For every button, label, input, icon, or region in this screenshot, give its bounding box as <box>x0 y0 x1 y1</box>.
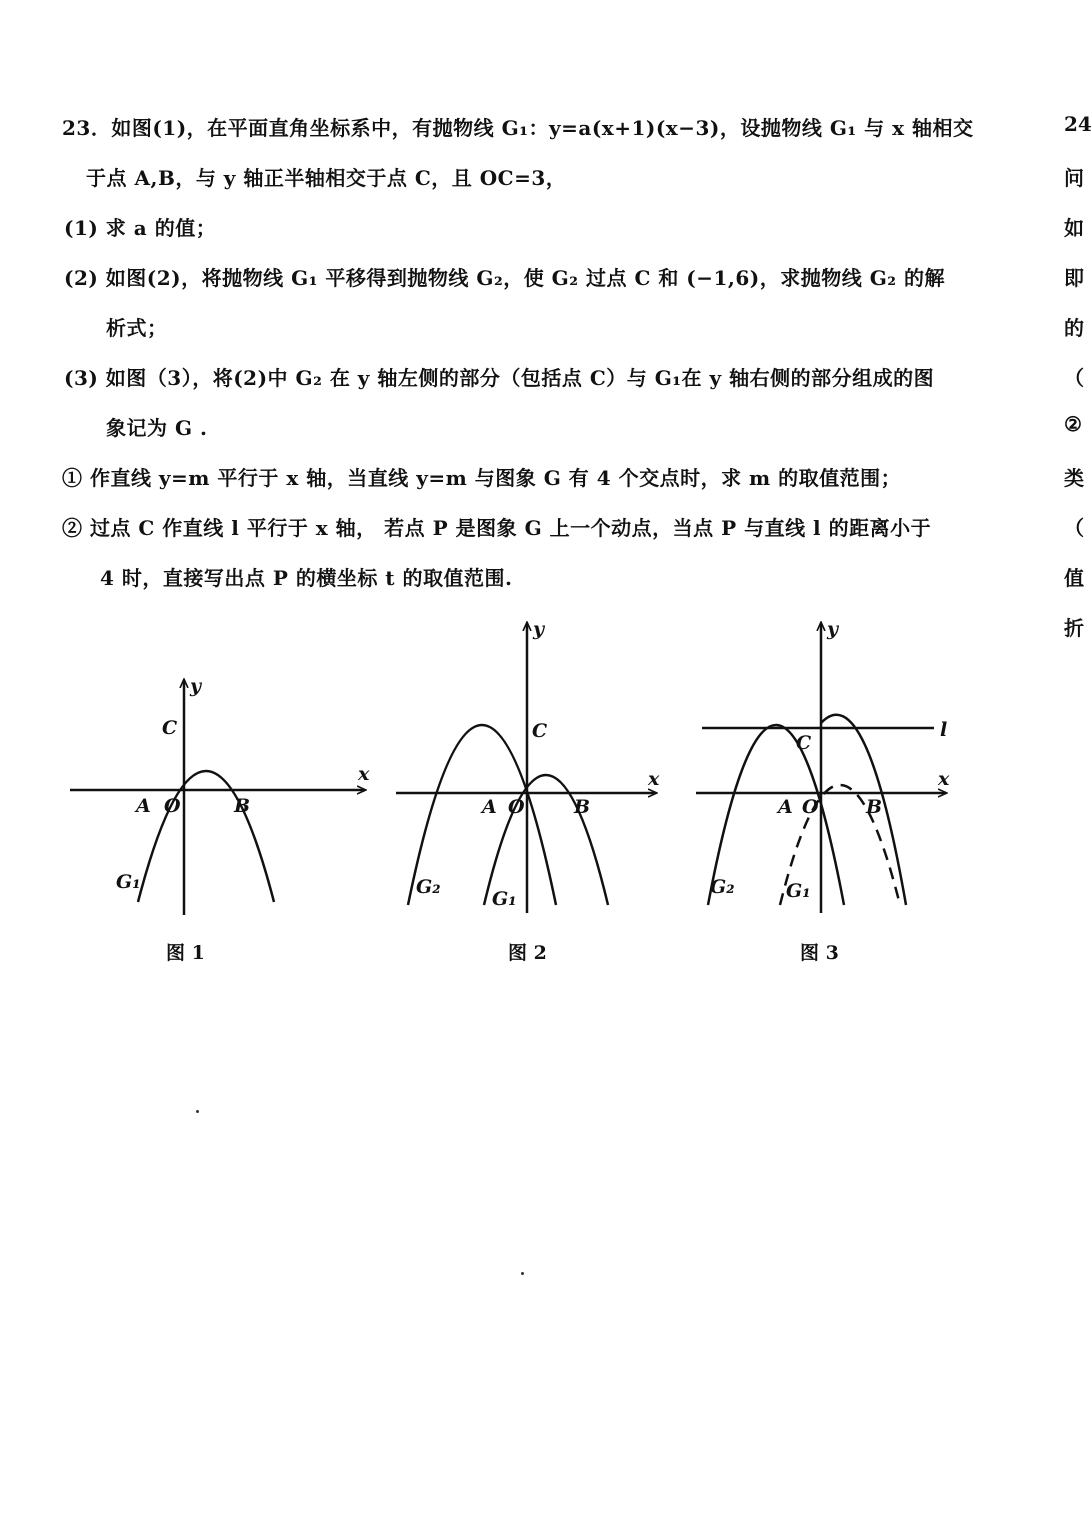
line-l-label: l <box>940 719 948 741</box>
figure-2 <box>390 615 670 925</box>
x-axis-label: x <box>358 763 370 785</box>
question-2-cont: 析式； <box>106 316 168 340</box>
question-2: (2) 如图(2)，将抛物线 G₁ 平移得到抛物线 G₂，使 G₂ 过点 C 和 (−1,6)，求抛物线 G₂ 的解 <box>64 266 946 290</box>
edge-fragment: 如 <box>1064 216 1084 240</box>
origin-label: O <box>508 796 525 818</box>
point-c-label: C <box>162 717 178 739</box>
edge-fragment: （ <box>1064 366 1084 390</box>
scan-speck <box>196 1110 199 1113</box>
question-3-part-1: ① 作直线 y=m 平行于 x 轴，当直线 y=m 与图象 G 有 4 个交点时，求 m 的取值范围； <box>62 466 902 490</box>
question-3: (3) 如图（3），将(2)中 G₂ 在 y 轴左侧的部分（包括点 C）与 G₁在 y 轴右侧的部分组成的图 <box>64 366 935 390</box>
edge-fragment: 的 <box>1064 316 1084 340</box>
problem-line-2: 于点 A,B，与 y 轴正半轴相交于点 C，且 OC=3， <box>86 166 567 190</box>
figure-3 <box>690 615 960 925</box>
point-b-label: B <box>574 796 591 818</box>
g1-label: G₁ <box>786 880 811 902</box>
problem-line-1: 23．如图(1)，在平面直角坐标系中，有抛物线 G₁：y=a(x+1)(x−3)，设抛物线 G₁ 与 x 轴相交 <box>62 116 974 140</box>
edge-fragment: 类 <box>1064 466 1084 490</box>
question-3-part-2: ② 过点 C 作直线 l 平行于 x 轴， 若点 P 是图象 G 上一个动点，当点 P 与直线 l 的距离小于 <box>62 516 932 540</box>
question-1: (1) 求 a 的值； <box>64 216 217 240</box>
scan-speck <box>521 1272 524 1275</box>
figure-3-caption: 图 3 <box>800 942 839 964</box>
g1-label: G₁ <box>492 888 517 910</box>
g2-label: G₂ <box>710 876 735 898</box>
point-c-label: C <box>532 720 548 742</box>
origin-label: O <box>164 795 181 817</box>
point-c-label: C <box>796 732 812 754</box>
y-axis-label: y <box>190 675 202 697</box>
question-3-part-2-cont: 4 时，直接写出点 P 的横坐标 t 的取值范围. <box>100 566 513 590</box>
edge-fragment: （ <box>1064 516 1084 540</box>
y-axis-label: y <box>533 618 545 640</box>
edge-fragment: 值 <box>1064 566 1084 590</box>
edge-fragment: ② <box>1064 412 1082 436</box>
origin-label: O <box>802 796 819 818</box>
point-a-label: A <box>778 796 793 818</box>
x-axis-label: x <box>938 768 950 790</box>
point-b-label: B <box>234 795 251 817</box>
edge-fragment: 问 <box>1064 166 1084 190</box>
figure-2-caption: 图 2 <box>508 942 547 964</box>
g2-label: G₂ <box>416 876 441 898</box>
point-a-label: A <box>482 796 497 818</box>
g1-label: G₁ <box>116 871 141 893</box>
figure-1-caption: 图 1 <box>166 942 205 964</box>
point-a-label: A <box>136 795 151 817</box>
y-axis-label: y <box>827 618 839 640</box>
edge-fragment: 折 <box>1064 616 1084 640</box>
point-b-label: B <box>866 796 883 818</box>
question-3-cont: 象记为 G . <box>106 416 208 440</box>
figure-1 <box>60 670 380 930</box>
edge-fragment: 即 <box>1064 266 1084 290</box>
edge-fragment: 24 <box>1064 112 1092 136</box>
x-axis-label: x <box>648 768 660 790</box>
parabola-g1 <box>484 775 608 905</box>
